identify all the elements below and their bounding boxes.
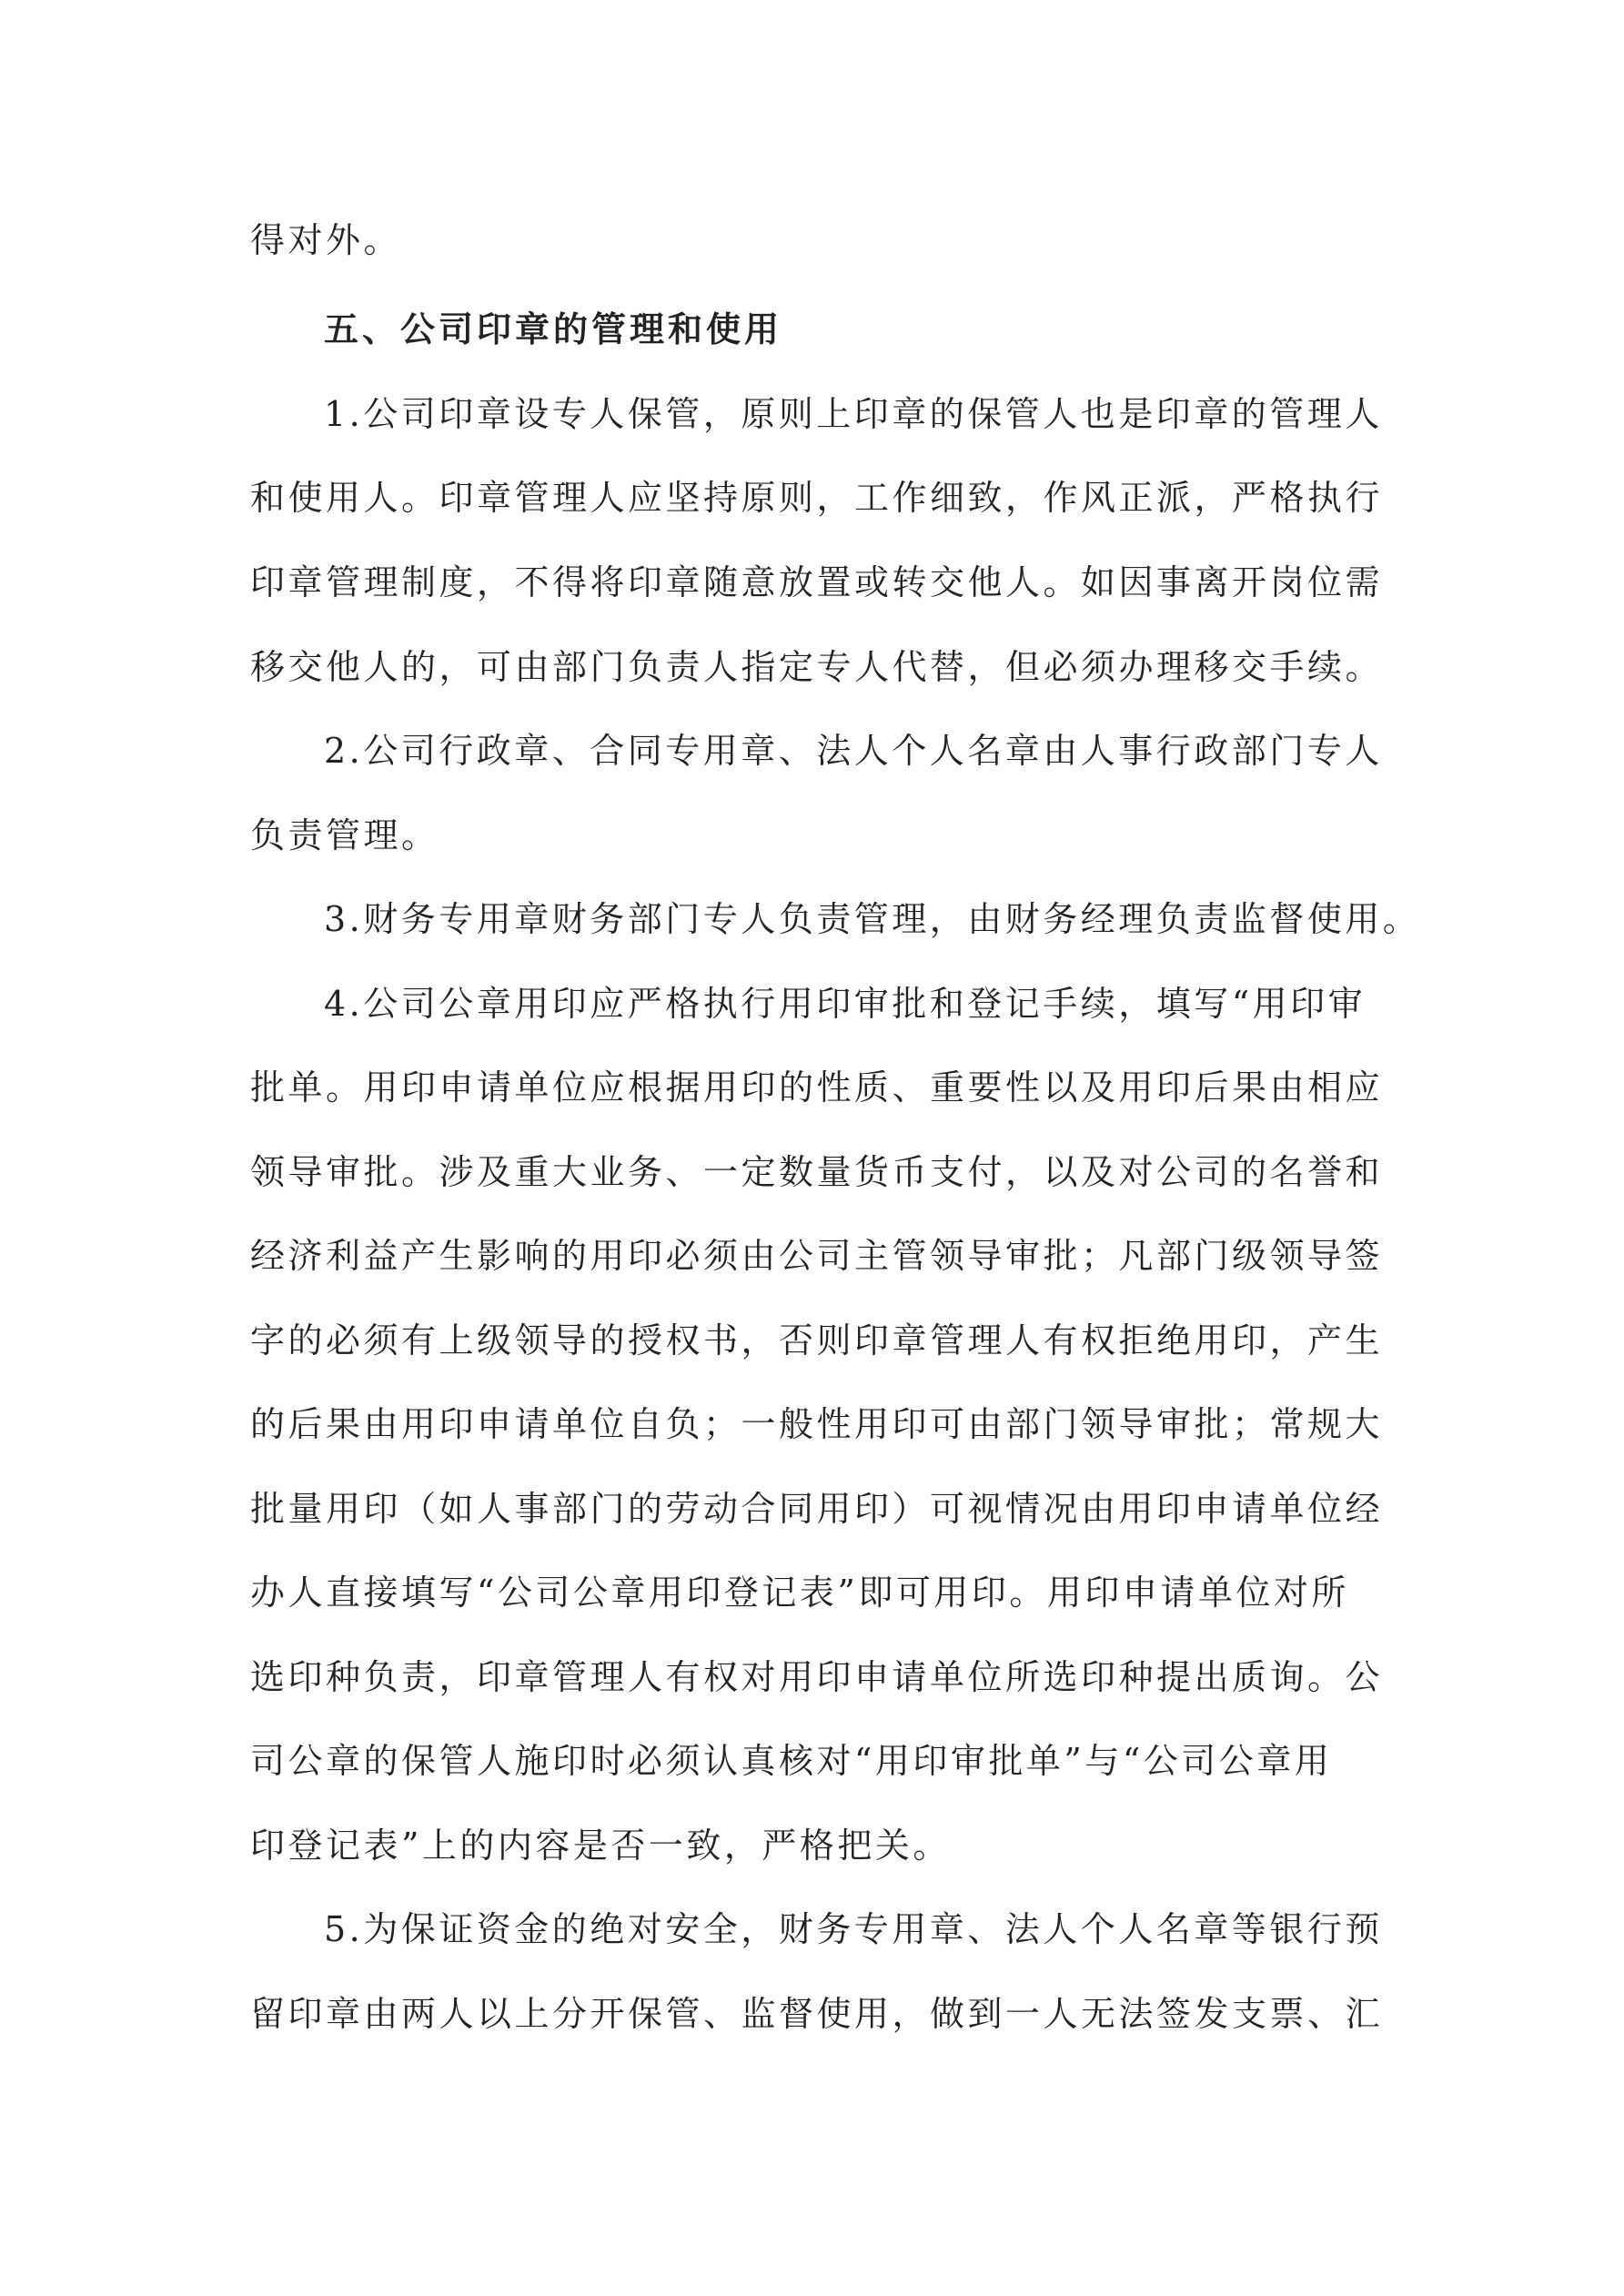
paragraph-line: 3.财务专用章财务部门专人负责管理，由财务经理负责监督使用。: [324, 899, 1421, 939]
paragraph-line: 印章管理制度，不得将印章随意放置或转交他人。如因事离开岗位需: [250, 562, 1384, 602]
paragraph-line: 选印种负责，印章管理人有权对用印申请单位所选印种提出质询。公: [250, 1657, 1384, 1697]
paragraph-line: 1.公司印章设专人保管，原则上印章的保管人也是印章的管理人: [324, 394, 1383, 434]
paragraph-line: 留印章由两人以上分开保管、监督使用，做到一人无法签发支票、汇: [250, 1994, 1384, 2034]
paragraph-line: 2.公司行政章、合同专用章、法人个人名章由人事行政部门专人: [324, 731, 1383, 771]
section-heading: 五、公司印章的管理和使用: [324, 309, 783, 349]
paragraph-line: 4.公司公章用印应严格执行用印审批和登记手续，填写“用印审: [324, 984, 1367, 1024]
paragraph-line: 领导审批。涉及重大业务、一定数量货币支付，以及对公司的名誉和: [250, 1152, 1384, 1192]
paragraph-line: 办人直接填写“公司公章用印登记表”即可用印。用印申请单位对所: [250, 1573, 1349, 1613]
paragraph-line: 负责管理。: [250, 815, 439, 855]
paragraph-line: 移交他人的，可由部门负责人指定专人代替，但必须办理移交手续。: [250, 647, 1384, 687]
paragraph-line: 和使用人。印章管理人应坚持原则，工作细致，作风正派，严格执行: [250, 478, 1384, 518]
paragraph-line: 字的必须有上级领导的授权书，否则印章管理人有权拒绝用印，产生: [250, 1320, 1384, 1360]
paragraph-line: 司公章的保管人施印时必须认真核对“用印审批单”与“公司公章用: [250, 1741, 1333, 1781]
paragraph-line: 批单。用印申请单位应根据用印的性质、重要性以及用印后果由相应: [250, 1067, 1384, 1108]
paragraph-line: 5.为保证资金的绝对安全，财务专用章、法人个人名章等银行预: [324, 1909, 1383, 1949]
paragraph-line: 印登记表”上的内容是否一致，严格把关。: [250, 1826, 951, 1866]
paragraph-line: 批量用印（如人事部门的劳动合同用印）可视情况由用印申请单位经: [250, 1489, 1384, 1529]
paragraph-line: 得对外。: [250, 220, 402, 260]
paragraph-line: 的后果由用印申请单位自负；一般性用印可由部门领导审批；常规大: [250, 1404, 1384, 1444]
paragraph-line: 经济利益产生影响的用印必须由公司主管领导审批；凡部门级领导签: [250, 1236, 1384, 1276]
